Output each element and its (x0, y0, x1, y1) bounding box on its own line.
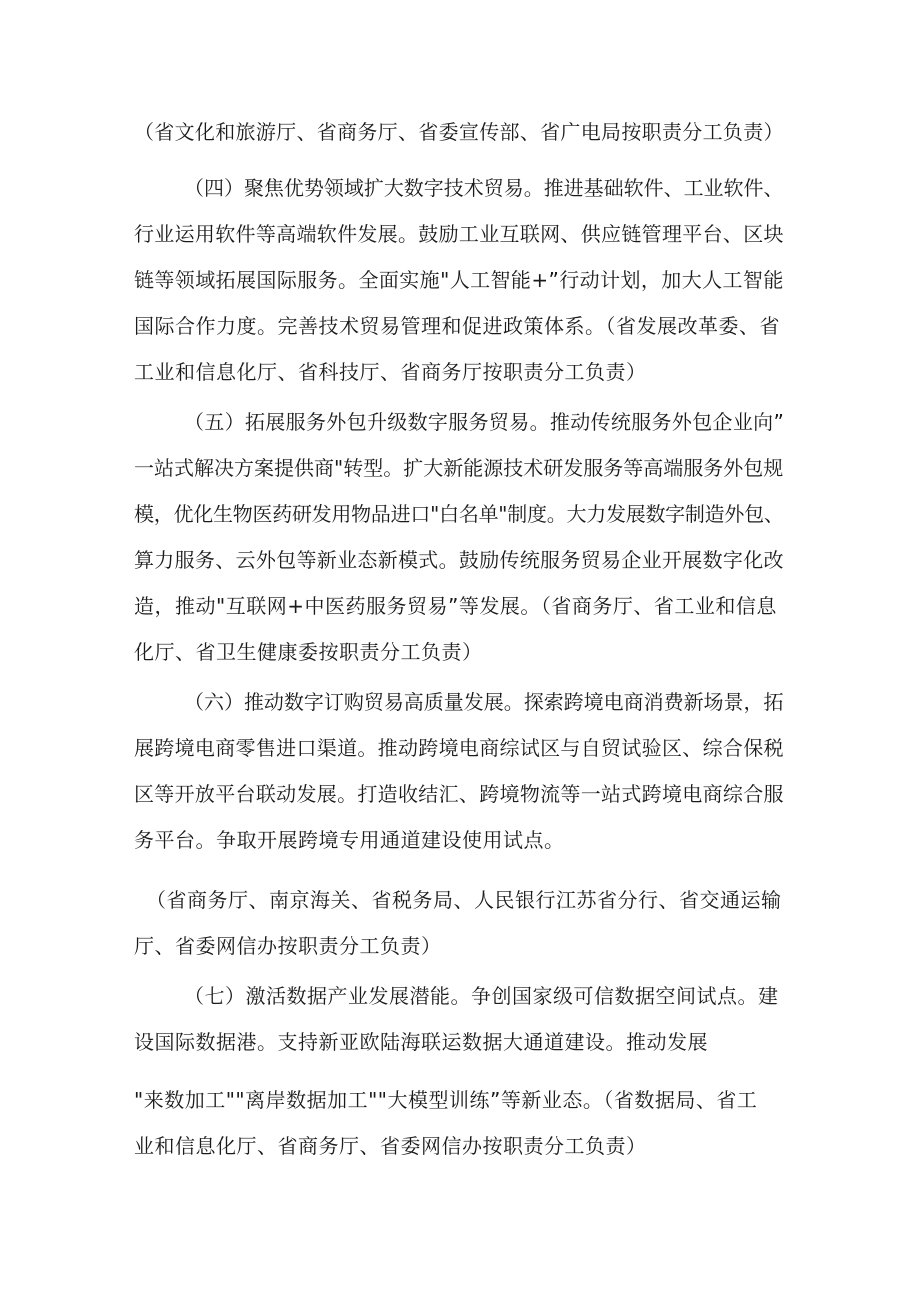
text-line: 行业运用软件等高端软件发展。鼓励工业互联网、供应链管理平台、区块 (134, 222, 784, 246)
text-line: 算力服务、云外包等新业态新模式。鼓励传统服务贸易企业开展数字化改 (134, 548, 784, 572)
section-heading-5: （五）拓展服务外包升级数字服务贸易。推动传统服务外包企业向” (184, 410, 785, 434)
text-line: 工业和信息化厅、省科技厅、省商务厅按职责分工负责） (134, 360, 647, 384)
section-heading-7: （七）激活数据产业发展潜能。争创国家级可信数据空间试点。建 (184, 984, 779, 1008)
text-line: 国际合作力度。完善技术贸易管理和促进政策体系。（省发展改革委、省 (134, 314, 780, 338)
text-line: 务平台。争取开展跨境专用通道建设使用试点。 (134, 828, 565, 852)
text-line: 区等开放平台联动发展。打造收结汇、跨境物流等一站式跨境电商综合服 (134, 782, 784, 806)
text-line: 设国际数据港。支持新亚欧陆海联运数据大通道建设。推动发展 (134, 1030, 708, 1054)
text-line: 展跨境电商零售进口渠道。推动跨境电商综试区与自贸试验区、综合保税 (134, 736, 784, 760)
section-heading-6: （六）推动数字订购贸易高质量发展。探索跨境电商消费新场景，拓 (184, 690, 784, 714)
section-heading-4: （四）聚焦优势领域扩大数字技术贸易。推进基础软件、工业软件、 (184, 176, 784, 200)
text-line: 链等领域拓展国际服务。全面实施"人工智能+”行动计划，加大人工智能 (134, 268, 784, 292)
text-line: 化厅、省卫生健康委按职责分工负责） (134, 640, 483, 664)
text-line: 厅、省委网信办按职责分工负责） (134, 934, 442, 958)
text-line: 造，推动"互联网+中医药服务贸易”等发展。（省商务厅、省工业和信息 (134, 594, 777, 618)
text-line: 业和信息化厅、省商务厅、省委网信办按职责分工负责） (134, 1134, 647, 1158)
text-line: （省商务厅、南京海关、省税务局、人民银行江苏省分行、省交通运输 (146, 888, 782, 912)
text-line: "来数加工""离岸数据加工""大模型训练”等新业态。（省数据局、省工 (134, 1088, 758, 1112)
text-line: 模，优化生物医药研发用物品进口"白名单"制度。大力发展数字制造外包、 (134, 502, 784, 526)
text-line: 一站式解决方案提供商"转型。扩大新能源技术研发服务等高端服务外包规 (134, 456, 784, 480)
text-line: （省文化和旅游厅、省商务厅、省委宣传部、省广电局按职责分工负责） (134, 120, 784, 144)
